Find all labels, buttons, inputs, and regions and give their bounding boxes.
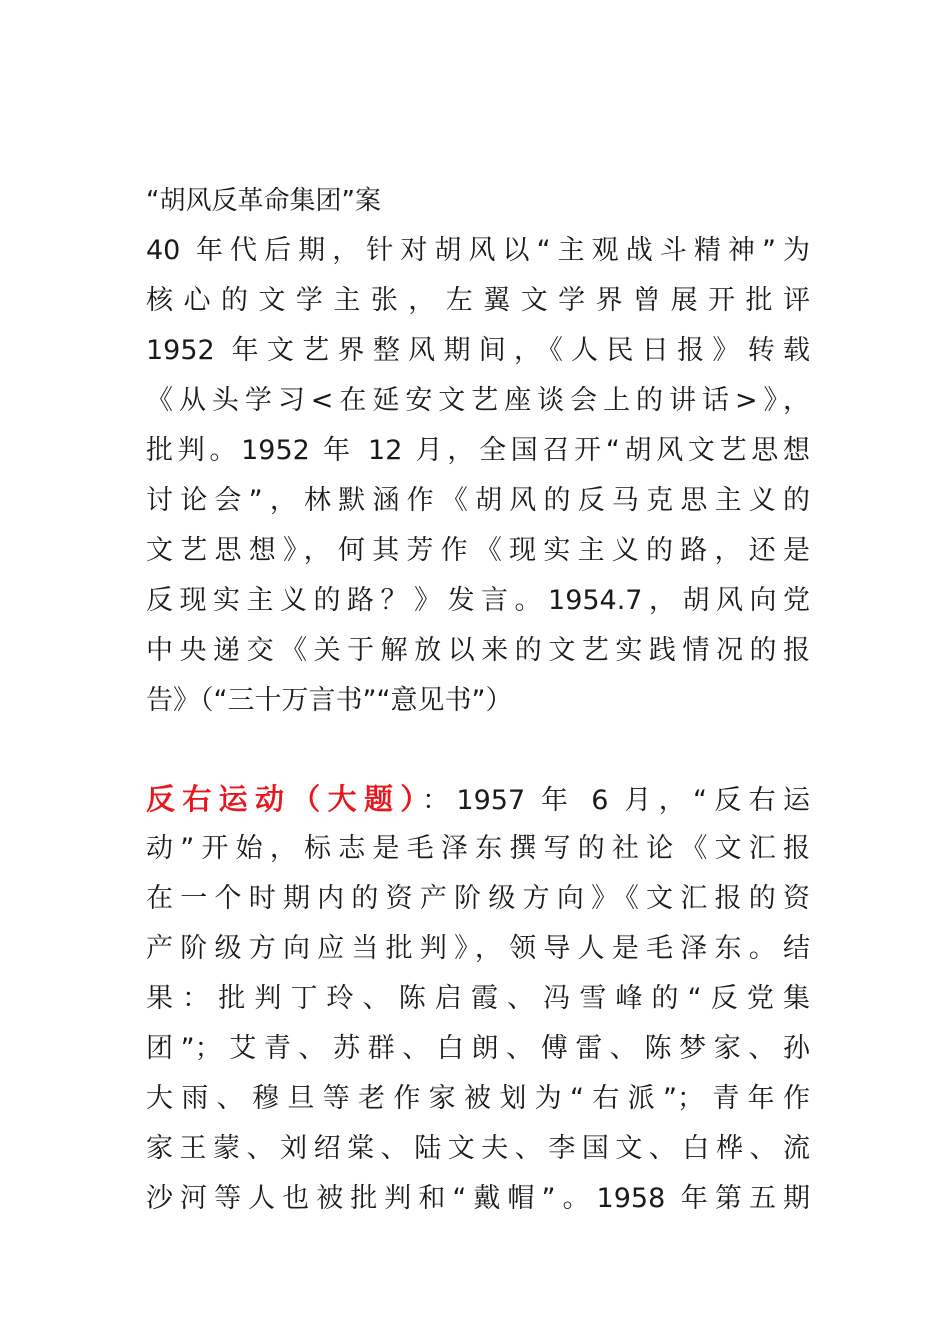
section-title-hufeng: “胡风反革命集团”案	[146, 186, 381, 216]
paragraph-line: 《从头学习<在延安文艺座谈会上的讲话>》，	[146, 385, 810, 416]
paragraph-line: 在一个时期内的资产阶级方向》《文汇报的资	[146, 883, 810, 914]
paragraph-line: 告》（“三十万言书”“意见书”）	[146, 685, 513, 716]
document-page	[146, 176, 810, 1224]
paragraph-line: 1952 年文艺界整风期间，《人民日报》转载	[146, 335, 810, 366]
paragraph-line: 果：批判丁玲、陈启霞、冯雪峰的“反党集	[146, 983, 810, 1014]
paragraph-line: 批判。1952 年 12 月，全国召开“胡风文艺思想	[146, 435, 810, 466]
paragraph-line: 产阶级方向应当批判》，领导人是毛泽东。结	[146, 933, 810, 964]
heading-line-rest: ：1957 年 6 月，“反右运	[422, 785, 810, 816]
paragraph-line: 反现实主义的路？》发言。1954.7，胡风向党	[146, 585, 810, 616]
paragraph-line: 讨论会”，林默涵作《胡风的反马克思主义的	[146, 485, 810, 516]
section-heading-line	[146, 774, 810, 824]
paragraph-line: 40 年代后期，针对胡风以“主观战斗精神”为	[146, 235, 810, 266]
section-divider-space	[146, 726, 810, 774]
paragraph-line: 团”；艾青、苏群、白朗、傅雷、陈梦家、孙	[146, 1033, 810, 1064]
paragraph-line: 大雨、穆旦等老作家被划为“右派”；青年作	[146, 1083, 810, 1114]
paragraph-line: 文艺思想》，何其芳作《现实主义的路，还是	[146, 535, 810, 566]
paragraph-line: 动”开始，标志是毛泽东撰写的社论《文汇报	[146, 833, 810, 864]
paragraph-line: 沙河等人也被批判和“戴帽”。1958 年第五期	[146, 1183, 810, 1214]
paragraph-line: 核心的文学主张，左翼文学界曾展开批评	[146, 285, 810, 316]
paragraph-line: 家王蒙、刘绍棠、陆文夫、李国文、白桦、流	[146, 1133, 810, 1164]
highlight-title-fanyou: 反右运动（大题）	[146, 782, 423, 816]
paragraph-line: 中央递交《关于解放以来的文艺实践情况的报	[146, 635, 810, 666]
